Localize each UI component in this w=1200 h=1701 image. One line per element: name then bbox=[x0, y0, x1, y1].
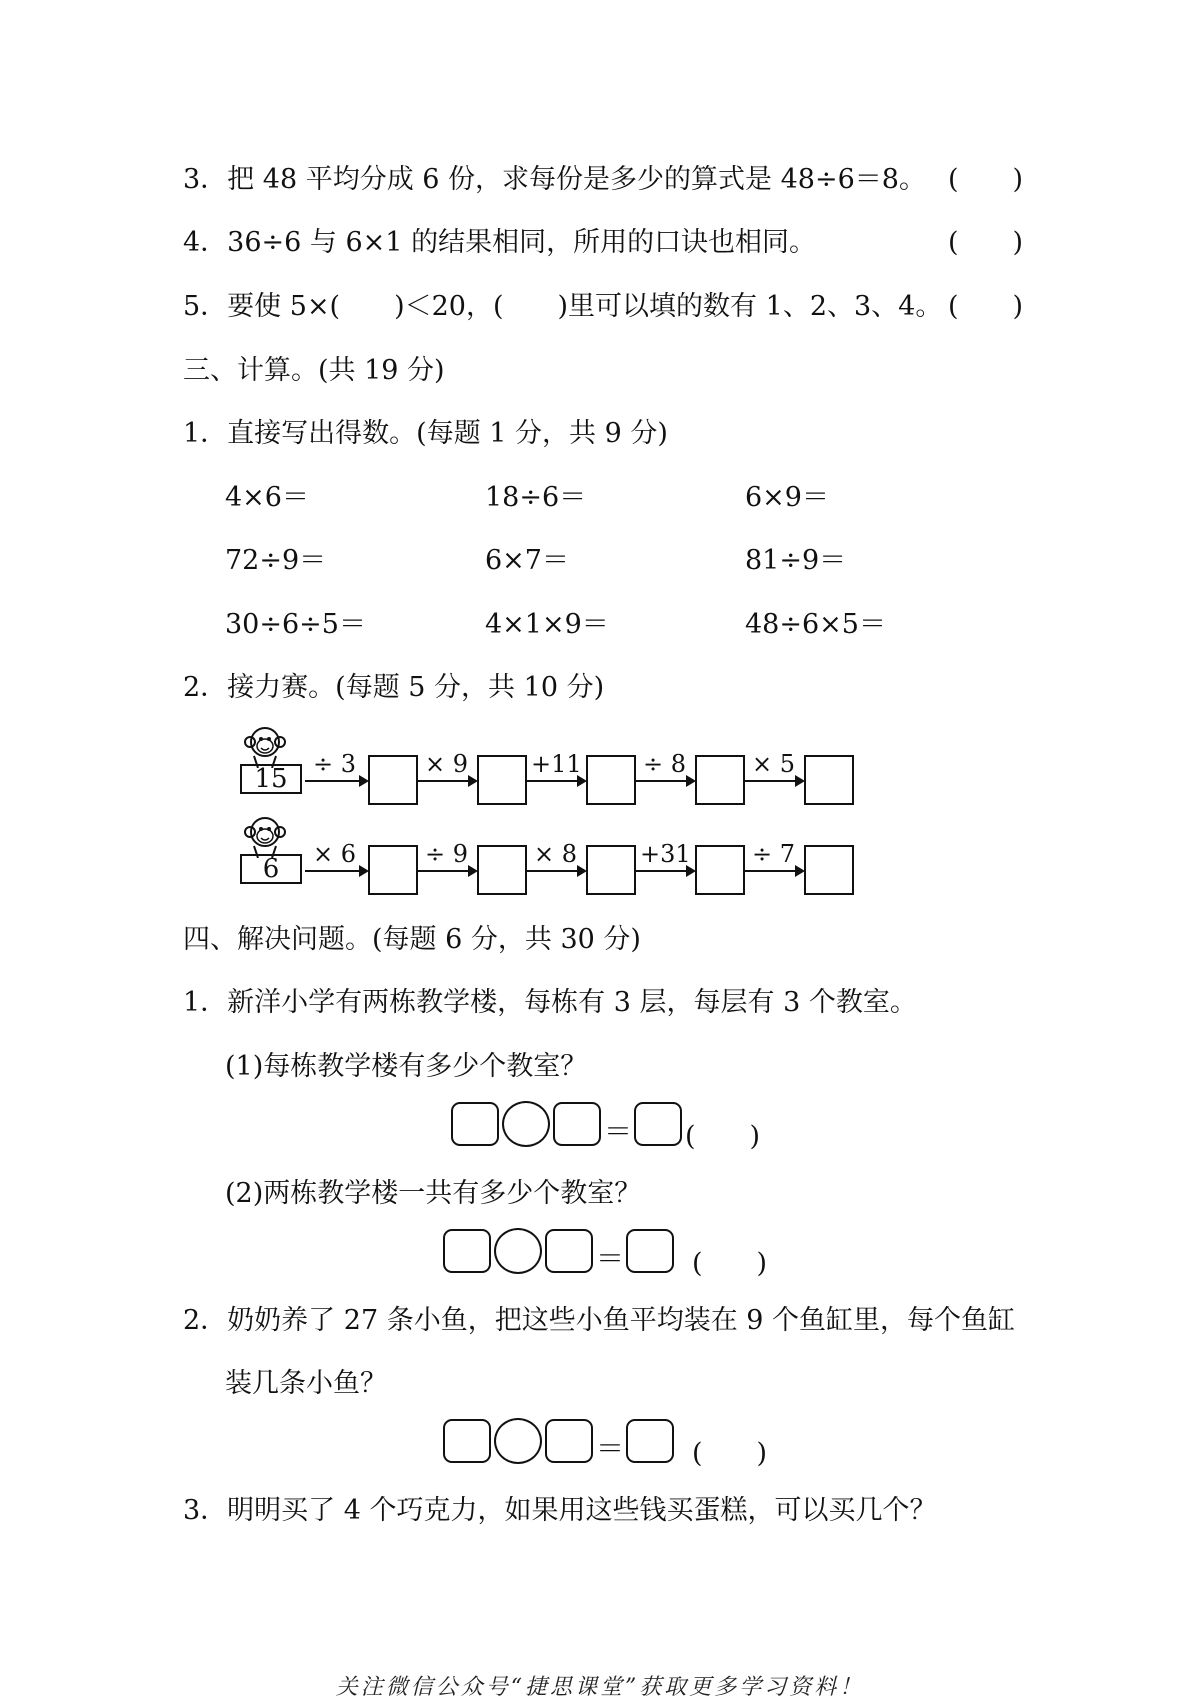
relay-answer-box[interactable] bbox=[586, 845, 636, 895]
operator-circle[interactable] bbox=[494, 1418, 542, 1464]
relay-answer-box[interactable] bbox=[368, 845, 418, 895]
result-box[interactable] bbox=[626, 1229, 674, 1273]
relay-op: ÷ 3 bbox=[313, 750, 357, 778]
calc-item: 6×9＝ bbox=[745, 482, 829, 513]
monkey-icon bbox=[240, 814, 290, 858]
relay-op: × 5 bbox=[752, 750, 796, 778]
calc-item: 48÷6×5＝ bbox=[745, 609, 886, 640]
calc-item: 4×6＝ bbox=[225, 482, 309, 513]
number-box[interactable] bbox=[443, 1419, 491, 1463]
relay-answer-box[interactable] bbox=[477, 845, 527, 895]
relay-answer-box[interactable] bbox=[368, 755, 418, 805]
relay-op: × 8 bbox=[534, 840, 578, 868]
equals-sign: ＝ bbox=[596, 1242, 625, 1275]
section4-q3: 3．明明买了 4 个巧克力，如果用这些钱买蛋糕，可以买几个？ bbox=[183, 1495, 937, 1526]
relay-op: +11 bbox=[531, 750, 582, 778]
relay-answer-box[interactable] bbox=[804, 755, 854, 805]
arrow-icon bbox=[745, 870, 803, 872]
number-box[interactable] bbox=[553, 1102, 601, 1146]
section4-q1: 1．新洋小学有两栋教学楼，每栋有 3 层，每层有 3 个教室。 bbox=[183, 987, 917, 1018]
relay-answer-box[interactable] bbox=[695, 845, 745, 895]
relay-op: ÷ 8 bbox=[643, 750, 687, 778]
relay-start-value: 6 bbox=[240, 854, 302, 884]
arrow-icon bbox=[418, 780, 476, 782]
section3-q1-title: 1．直接写出得数。(每题 1 分，共 9 分) bbox=[183, 418, 668, 449]
unit-paren[interactable]: ( ) bbox=[692, 1248, 768, 1279]
result-box[interactable] bbox=[634, 1102, 682, 1146]
relay-op: × 6 bbox=[313, 840, 357, 868]
relay-answer-box[interactable] bbox=[477, 755, 527, 805]
section4-q2-line2: 装几条小鱼？ bbox=[225, 1368, 387, 1399]
relay-answer-box[interactable] bbox=[804, 845, 854, 895]
answer-paren[interactable]: ( ) bbox=[948, 164, 1024, 195]
arrow-icon bbox=[418, 870, 476, 872]
judge-q4: 4．36÷6 与 6×1 的结果相同，所用的口诀也相同。 bbox=[183, 227, 817, 258]
arrow-icon bbox=[745, 780, 803, 782]
equals-sign: ＝ bbox=[604, 1115, 633, 1148]
monkey-icon bbox=[240, 724, 290, 768]
section4-q1a: (1)每栋教学楼有多少个教室？ bbox=[225, 1051, 588, 1082]
relay-op: ÷ 7 bbox=[752, 840, 796, 868]
calc-item: 6×7＝ bbox=[485, 545, 569, 576]
operator-circle[interactable] bbox=[502, 1101, 550, 1147]
calc-item: 81÷9＝ bbox=[745, 545, 847, 576]
arrow-icon bbox=[636, 780, 694, 782]
section4-q1b: (2)两栋教学楼一共有多少个教室？ bbox=[225, 1178, 642, 1209]
relay-answer-box[interactable] bbox=[695, 755, 745, 805]
relay-op: +31 bbox=[640, 840, 691, 868]
number-box[interactable] bbox=[545, 1229, 593, 1273]
section3-q2-title: 2．接力赛。(每题 5 分，共 10 分) bbox=[183, 672, 605, 703]
equals-sign: ＝ bbox=[596, 1432, 625, 1465]
section4-title: 四、解决问题。(每题 6 分，共 30 分) bbox=[183, 924, 641, 955]
relay-answer-box[interactable] bbox=[586, 755, 636, 805]
arrow-icon bbox=[305, 870, 367, 872]
relay-start-value: 15 bbox=[240, 764, 302, 794]
footer-note: 关注微信公众号“捷思课堂”获取更多学习资料！ bbox=[335, 1675, 865, 1700]
calc-item: 72÷9＝ bbox=[225, 545, 327, 576]
calc-item: 4×1×9＝ bbox=[485, 609, 609, 640]
result-box[interactable] bbox=[626, 1419, 674, 1463]
arrow-icon bbox=[636, 870, 694, 872]
operator-circle[interactable] bbox=[494, 1228, 542, 1274]
section4-q2-line1: 2．奶奶养了 27 条小鱼，把这些小鱼平均装在 9 个鱼缸里，每个鱼缸 bbox=[183, 1305, 1016, 1336]
arrow-icon bbox=[527, 780, 585, 782]
judge-q3: 3．把 48 平均分成 6 份，求每份是多少的算式是 48÷6＝8。 bbox=[183, 164, 926, 195]
unit-paren[interactable]: ( ) bbox=[692, 1438, 768, 1469]
unit-paren[interactable]: ( ) bbox=[685, 1121, 761, 1152]
section3-title: 三、计算。(共 19 分) bbox=[183, 355, 445, 386]
arrow-icon bbox=[305, 780, 367, 782]
relay-op: ÷ 9 bbox=[425, 840, 469, 868]
relay-op: × 9 bbox=[425, 750, 469, 778]
calc-item: 30÷6÷5＝ bbox=[225, 609, 366, 640]
number-box[interactable] bbox=[545, 1419, 593, 1463]
calc-item: 18÷6＝ bbox=[485, 482, 587, 513]
answer-paren[interactable]: ( ) bbox=[948, 291, 1024, 322]
arrow-icon bbox=[527, 870, 585, 872]
number-box[interactable] bbox=[443, 1229, 491, 1273]
answer-paren[interactable]: ( ) bbox=[948, 227, 1024, 258]
number-box[interactable] bbox=[451, 1102, 499, 1146]
judge-q5: 5．要使 5×( )＜20，( )里可以填的数有 1、2、3、4。 bbox=[183, 291, 943, 322]
